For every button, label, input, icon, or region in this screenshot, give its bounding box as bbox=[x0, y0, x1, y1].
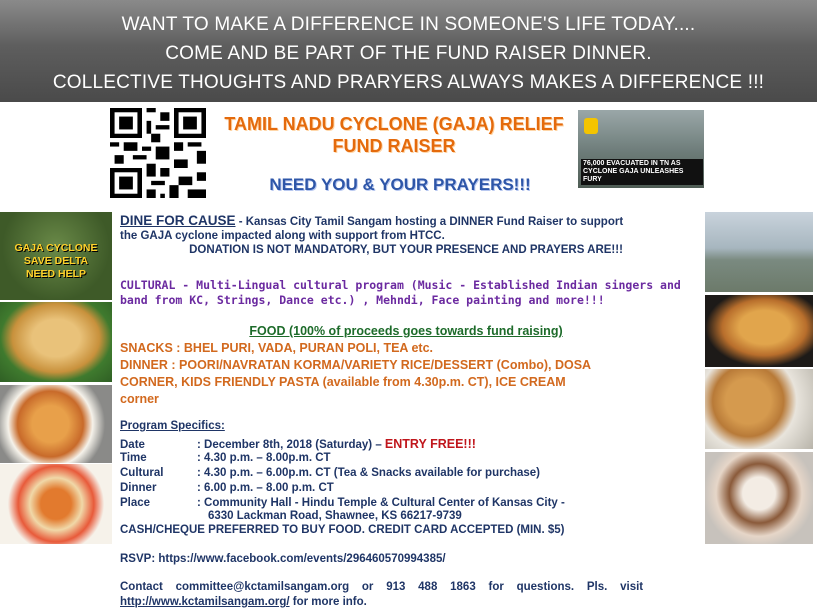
gaja-text-line-1: GAJA CYCLONE bbox=[14, 242, 98, 254]
time-value: : 4.30 p.m. – 8.00p.m. CT bbox=[197, 452, 331, 464]
title-line-1: TAMIL NADU CYCLONE (GAJA) RELIEF bbox=[224, 114, 564, 134]
cultural-label: Cultural bbox=[120, 467, 164, 479]
bhel-puri-image bbox=[0, 464, 112, 544]
place-value-2: 6330 Lackman Road, Shawnee, KS 66217-9739 bbox=[208, 510, 462, 522]
payment-note: CASH/CHEQUE PREFERRED TO BUY FOOD. CREDIT CARD ACCEPTED (MIN. $5) bbox=[120, 524, 565, 536]
cultural-value: : 4.30 p.m. – 6.00p.m. CT (Tea & Snacks available for purchase) bbox=[197, 467, 541, 479]
date-value: : December 8th, 2018 (Saturday) – bbox=[197, 439, 382, 451]
puran-poli-image bbox=[0, 302, 112, 382]
program-date-row bbox=[120, 437, 476, 451]
cultural-line-2: band from KC, Strings, Dance etc.) , Mehndi, Face painting and more!!! bbox=[120, 293, 605, 307]
contact-line: Contact committee@kctamilsangam.org or 913 488 1863 for questions. Pls. visit bbox=[120, 581, 644, 593]
date-label: Date bbox=[120, 439, 145, 451]
gaja-image-text bbox=[6, 242, 106, 281]
program-time-row bbox=[120, 452, 331, 464]
more-info-text: for more info. bbox=[289, 596, 367, 608]
title-line-2: FUND RAISER bbox=[332, 136, 456, 156]
place-label: Place bbox=[120, 497, 151, 509]
qr-code bbox=[110, 108, 206, 198]
news-logo-icon bbox=[584, 118, 598, 134]
food-heading: FOOD (100% of proceeds goes towards fund raising) bbox=[249, 324, 563, 338]
cultural-line-1: CULTURAL - Multi-Lingual cultural program (Music - Established Indian singers and bbox=[120, 278, 681, 292]
ice-cream-image bbox=[705, 452, 813, 544]
program-place-row bbox=[120, 497, 565, 509]
news-caption: 76,000 EVACUATED IN TN AS CYCLONE GAJA UNLEASHES FURY bbox=[581, 159, 703, 185]
dine-for-cause-label: DINE FOR CAUSE bbox=[120, 213, 236, 228]
cultural-section bbox=[120, 278, 692, 308]
banner-line-3: COLLECTIVE THOUGHTS AND PRARYERS ALWAYS MAKES A DIFFERENCE !!! bbox=[52, 72, 765, 93]
program-dinner-row bbox=[120, 482, 334, 494]
place-value-1: : Community Hall - Hindu Temple & Cultural Center of Kansas City - bbox=[197, 497, 565, 509]
intro-section bbox=[120, 214, 692, 257]
time-label: Time bbox=[120, 452, 147, 464]
top-banner bbox=[0, 0, 817, 102]
contact-line-2 bbox=[120, 596, 367, 608]
rsvp-line[interactable]: RSVP: https://www.facebook.com/events/296460570994385/ bbox=[120, 553, 446, 565]
event-title bbox=[214, 113, 574, 157]
program-cultural-row bbox=[120, 467, 540, 479]
program-heading: Program Specifics: bbox=[120, 420, 225, 432]
snacks-line: SNACKS : BHEL PURI, VADA, PURAN POLI, TEA etc. bbox=[120, 341, 433, 355]
dine-text-2: the GAJA cyclone impacted along with support from HTCC. bbox=[120, 230, 445, 242]
website-link[interactable]: http://www.kctamilsangam.org/ bbox=[120, 596, 290, 608]
entry-free-badge: ENTRY FREE!!! bbox=[384, 437, 476, 451]
news-image bbox=[578, 110, 704, 188]
pasta-image bbox=[0, 385, 112, 463]
food-section bbox=[120, 340, 692, 408]
gaja-cyclone-image bbox=[0, 212, 112, 300]
dinner-line-2: CORNER, KIDS FRIENDLY PASTA (available from 4.30p.m. CT), ICE CREAM bbox=[120, 375, 566, 389]
dine-text-1: - Kansas City Tamil Sangam hosting a DINNER Fund Raiser to support bbox=[235, 216, 624, 228]
gaja-text-line-2: SAVE DELTA bbox=[23, 255, 89, 267]
banner-line-1: WANT TO MAKE A DIFFERENCE IN SOMEONE'S LIFE TODAY.... bbox=[121, 14, 696, 35]
gaja-text-line-3: NEED HELP bbox=[25, 268, 87, 280]
donation-note: DONATION IS NOT MANDATORY, BUT YOUR PRESENCE AND PRAYERS ARE!!! bbox=[189, 244, 623, 256]
flood-image bbox=[705, 212, 813, 292]
dinner-value: : 6.00 p.m. – 8.00 p.m. CT bbox=[197, 482, 334, 494]
banner-line-2: COME AND BE PART OF THE FUND RAISER DINNER. bbox=[165, 43, 652, 64]
dinner-label: Dinner bbox=[120, 482, 157, 494]
dinner-line-3: corner bbox=[120, 392, 159, 406]
dine-line bbox=[120, 214, 692, 229]
prayers-subtitle: NEED YOU & YOUR PRAYERS!!! bbox=[269, 175, 531, 194]
dosa-image bbox=[705, 295, 813, 367]
dinner-line-1: DINNER : POORI/NAVRATAN KORMA/VARIETY RICE/DESSERT (Combo), DOSA bbox=[120, 358, 592, 372]
poori-image bbox=[705, 369, 813, 449]
